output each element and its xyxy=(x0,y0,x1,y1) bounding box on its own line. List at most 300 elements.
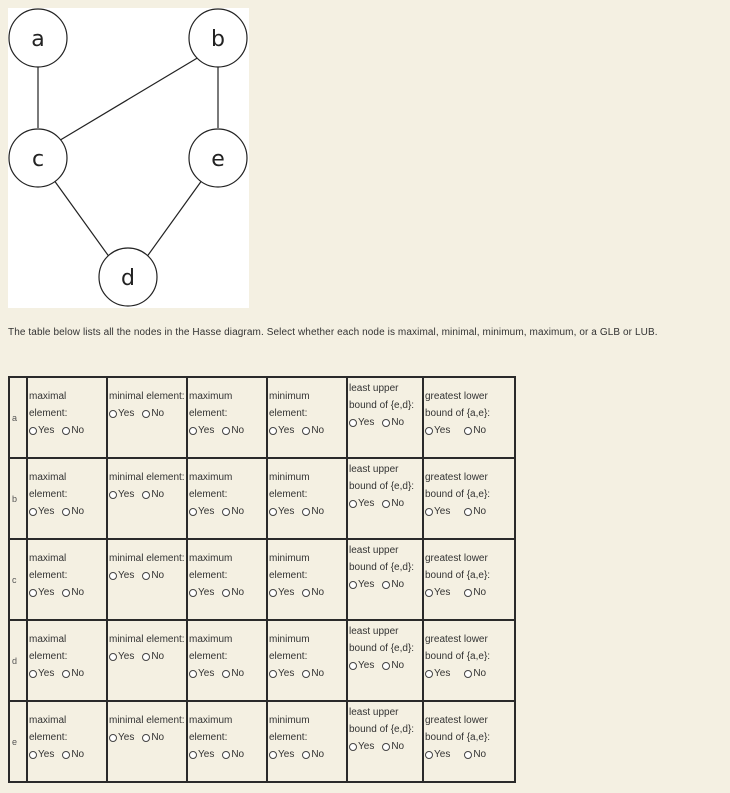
radio-circle-icon[interactable] xyxy=(222,427,230,435)
radio-yes-label: Yes xyxy=(434,587,451,598)
radio-circle-icon[interactable] xyxy=(142,653,150,661)
radio-no[interactable] xyxy=(302,587,324,598)
radio-yes-label: Yes xyxy=(38,587,55,598)
radio-no[interactable] xyxy=(382,498,404,509)
radio-circle-icon[interactable] xyxy=(464,751,472,759)
radio-yes[interactable] xyxy=(189,506,214,517)
radio-yes-label: Yes xyxy=(198,749,215,760)
table-row xyxy=(9,377,515,458)
radio-no[interactable] xyxy=(62,749,84,760)
radio-circle-icon[interactable] xyxy=(109,734,117,742)
radio-circle-icon[interactable] xyxy=(425,670,433,678)
radio-no[interactable] xyxy=(142,489,164,500)
yes-no-group xyxy=(189,587,265,598)
cell-content xyxy=(348,702,422,752)
radio-no[interactable] xyxy=(382,417,404,428)
yes-no-group xyxy=(425,587,513,598)
cell-maximal xyxy=(27,620,107,701)
cell-glb xyxy=(423,539,515,620)
question-label: maximum element: xyxy=(189,634,233,662)
radio-no-label: No xyxy=(473,749,487,760)
radio-yes-label: Yes xyxy=(198,668,215,679)
question-label: minimum element: xyxy=(269,391,310,419)
cell-maximal xyxy=(27,701,107,782)
question-label: minimum element: xyxy=(269,553,310,581)
radio-yes[interactable] xyxy=(425,506,450,517)
radio-circle-icon[interactable] xyxy=(109,410,117,418)
cell-content xyxy=(188,459,266,517)
radio-no[interactable] xyxy=(464,506,486,517)
radio-circle-icon[interactable] xyxy=(302,508,310,516)
radio-circle-icon[interactable] xyxy=(349,581,357,589)
radio-yes[interactable] xyxy=(269,749,294,760)
node-e xyxy=(189,129,247,187)
cell-minimal xyxy=(107,377,187,458)
yes-no-group xyxy=(109,408,185,419)
cell-minimal xyxy=(107,620,187,701)
radio-circle-icon[interactable] xyxy=(189,670,197,678)
cell-maximum xyxy=(187,620,267,701)
radio-yes-label: Yes xyxy=(278,587,295,598)
radio-circle-icon[interactable] xyxy=(302,427,310,435)
cell-lub xyxy=(347,377,423,458)
radio-no-label: No xyxy=(151,732,165,743)
cell-glb xyxy=(423,620,515,701)
row-node-label: a xyxy=(9,377,27,458)
question-label: minimum element: xyxy=(269,715,310,743)
yes-no-group xyxy=(189,749,265,760)
radio-yes[interactable] xyxy=(189,668,214,679)
radio-circle-icon[interactable] xyxy=(62,589,70,597)
yes-no-group xyxy=(425,668,513,679)
node-c-label: c xyxy=(31,147,45,172)
cell-maximum xyxy=(187,377,267,458)
radio-no[interactable] xyxy=(62,506,84,517)
yes-no-group xyxy=(189,668,265,679)
question-label: minimal element: xyxy=(109,715,185,726)
radio-circle-icon[interactable] xyxy=(382,500,390,508)
radio-no[interactable] xyxy=(464,668,486,679)
question-label: least upper bound of {e,d}: xyxy=(349,626,415,654)
radio-no-label: No xyxy=(71,425,85,436)
radio-no[interactable] xyxy=(382,660,404,671)
radio-yes-label: Yes xyxy=(278,425,295,436)
cell-content xyxy=(108,459,186,500)
node-e-label: e xyxy=(211,147,225,172)
radio-yes-label: Yes xyxy=(358,417,375,428)
radio-circle-icon[interactable] xyxy=(222,670,230,678)
radio-no[interactable] xyxy=(222,749,244,760)
edge-e-d xyxy=(146,176,205,258)
radio-no-label: No xyxy=(151,408,165,419)
radio-circle-icon[interactable] xyxy=(62,670,70,678)
radio-no[interactable] xyxy=(142,408,164,419)
yes-no-group xyxy=(269,587,345,598)
question-label: least upper bound of {e,d}: xyxy=(349,464,415,492)
radio-yes[interactable] xyxy=(349,660,374,671)
question-label: maximal element: xyxy=(29,634,68,662)
radio-no-label: No xyxy=(231,668,245,679)
radio-circle-icon[interactable] xyxy=(464,508,472,516)
radio-circle-icon[interactable] xyxy=(382,743,390,751)
yes-no-group xyxy=(29,749,105,760)
question-label: least upper bound of {e,d}: xyxy=(349,383,415,411)
radio-yes[interactable] xyxy=(109,489,134,500)
cell-content xyxy=(348,540,422,590)
radio-yes[interactable] xyxy=(269,425,294,436)
radio-circle-icon[interactable] xyxy=(29,508,37,516)
radio-no-label: No xyxy=(231,587,245,598)
cell-content xyxy=(108,621,186,662)
radio-no[interactable] xyxy=(222,506,244,517)
radio-circle-icon[interactable] xyxy=(109,572,117,580)
radio-circle-icon[interactable] xyxy=(269,508,277,516)
radio-circle-icon[interactable] xyxy=(464,427,472,435)
radio-no[interactable] xyxy=(464,749,486,760)
question-label: maximum element: xyxy=(189,472,233,500)
radio-no-label: No xyxy=(391,741,405,752)
cell-content xyxy=(108,378,186,419)
cell-content xyxy=(348,621,422,671)
cell-content xyxy=(28,540,106,598)
hasse-diagram-svg xyxy=(8,8,249,308)
cell-maximal xyxy=(27,458,107,539)
cell-content xyxy=(424,702,514,760)
radio-yes[interactable] xyxy=(29,506,54,517)
table-row xyxy=(9,701,515,782)
cell-content xyxy=(28,378,106,436)
radio-yes[interactable] xyxy=(269,668,294,679)
radio-yes-label: Yes xyxy=(358,741,375,752)
cell-content xyxy=(424,459,514,517)
radio-circle-icon[interactable] xyxy=(29,670,37,678)
cell-glb xyxy=(423,458,515,539)
radio-yes-label: Yes xyxy=(198,587,215,598)
cell-minimum xyxy=(267,539,347,620)
yes-no-group xyxy=(349,417,421,428)
question-label: minimal element: xyxy=(109,391,185,402)
radio-yes[interactable] xyxy=(29,587,54,598)
radio-yes[interactable] xyxy=(109,651,134,662)
cell-content xyxy=(268,378,346,436)
radio-no[interactable] xyxy=(302,749,324,760)
cell-minimal xyxy=(107,539,187,620)
radio-yes-label: Yes xyxy=(118,489,135,500)
radio-yes-label: Yes xyxy=(358,498,375,509)
radio-circle-icon[interactable] xyxy=(189,508,197,516)
radio-no-label: No xyxy=(71,587,85,598)
cell-maximum xyxy=(187,458,267,539)
radio-no-label: No xyxy=(231,425,245,436)
radio-no[interactable] xyxy=(464,425,486,436)
node-a xyxy=(9,9,67,67)
radio-no-label: No xyxy=(231,506,245,517)
node-b-label: b xyxy=(211,27,225,52)
radio-yes[interactable] xyxy=(109,570,134,581)
radio-yes[interactable] xyxy=(29,425,54,436)
yes-no-group xyxy=(109,651,185,662)
radio-yes[interactable] xyxy=(425,587,450,598)
question-label: maximal element: xyxy=(29,553,68,581)
cell-content xyxy=(188,378,266,436)
radio-no[interactable] xyxy=(302,506,324,517)
radio-circle-icon[interactable] xyxy=(222,751,230,759)
yes-no-group xyxy=(349,498,421,509)
yes-no-group xyxy=(425,506,513,517)
cell-content xyxy=(268,621,346,679)
radio-no-label: No xyxy=(231,749,245,760)
radio-no[interactable] xyxy=(382,579,404,590)
radio-yes[interactable] xyxy=(349,498,374,509)
radio-circle-icon[interactable] xyxy=(62,427,70,435)
radio-circle-icon[interactable] xyxy=(464,670,472,678)
radio-circle-icon[interactable] xyxy=(222,508,230,516)
radio-yes[interactable] xyxy=(425,425,450,436)
radio-circle-icon[interactable] xyxy=(302,751,310,759)
radio-circle-icon[interactable] xyxy=(189,589,197,597)
cell-content xyxy=(28,459,106,517)
radio-circle-icon[interactable] xyxy=(142,734,150,742)
yes-no-group xyxy=(425,749,513,760)
cell-content xyxy=(268,540,346,598)
radio-yes[interactable] xyxy=(425,668,450,679)
radio-no-label: No xyxy=(311,749,325,760)
cell-maximum xyxy=(187,539,267,620)
radio-no[interactable] xyxy=(302,668,324,679)
row-node-label: b xyxy=(9,458,27,539)
cell-content xyxy=(188,540,266,598)
question-label: minimal element: xyxy=(109,553,185,564)
radio-circle-icon[interactable] xyxy=(189,751,197,759)
cell-content xyxy=(188,702,266,760)
cell-minimal xyxy=(107,701,187,782)
yes-no-group xyxy=(269,749,345,760)
radio-circle-icon[interactable] xyxy=(142,491,150,499)
cell-minimum xyxy=(267,620,347,701)
cell-minimum xyxy=(267,458,347,539)
cell-maximal xyxy=(27,377,107,458)
instructions-text: The table below lists all the nodes in the Hasse diagram. Select whether each node is maximal, minimal, minimum, maximum, or a GLB or LUB. xyxy=(8,327,658,338)
radio-yes-label: Yes xyxy=(198,506,215,517)
cell-minimum xyxy=(267,377,347,458)
yes-no-group xyxy=(29,668,105,679)
node-a-label: a xyxy=(31,27,45,52)
radio-circle-icon[interactable] xyxy=(269,670,277,678)
radio-no-label: No xyxy=(71,506,85,517)
question-label: maximum element: xyxy=(189,553,233,581)
radio-yes[interactable] xyxy=(349,579,374,590)
radio-yes-label: Yes xyxy=(278,506,295,517)
radio-yes[interactable] xyxy=(29,749,54,760)
radio-circle-icon[interactable] xyxy=(349,500,357,508)
yes-no-group xyxy=(29,425,105,436)
radio-circle-icon[interactable] xyxy=(269,751,277,759)
question-label: maximal element: xyxy=(29,715,68,743)
radio-yes[interactable] xyxy=(109,732,134,743)
radio-no[interactable] xyxy=(222,425,244,436)
radio-no[interactable] xyxy=(222,587,244,598)
radio-circle-icon[interactable] xyxy=(382,662,390,670)
question-label: minimal element: xyxy=(109,472,185,483)
radio-circle-icon[interactable] xyxy=(269,589,277,597)
yes-no-group xyxy=(29,506,105,517)
radio-circle-icon[interactable] xyxy=(29,427,37,435)
yes-no-group xyxy=(29,587,105,598)
radio-circle-icon[interactable] xyxy=(29,589,37,597)
table-row xyxy=(9,458,515,539)
radio-yes[interactable] xyxy=(189,749,214,760)
yes-no-group xyxy=(349,660,421,671)
radio-yes-label: Yes xyxy=(38,506,55,517)
radio-no-label: No xyxy=(151,489,165,500)
radio-yes[interactable] xyxy=(29,668,54,679)
radio-circle-icon[interactable] xyxy=(349,743,357,751)
question-label: maximum element: xyxy=(189,715,233,743)
question-label: greatest lower bound of {a,e}: xyxy=(425,391,491,419)
radio-yes[interactable] xyxy=(189,425,214,436)
cell-content xyxy=(108,540,186,581)
table-row xyxy=(9,620,515,701)
radio-no-label: No xyxy=(311,425,325,436)
radio-no-label: No xyxy=(71,668,85,679)
radio-yes-label: Yes xyxy=(118,408,135,419)
radio-yes-label: Yes xyxy=(434,749,451,760)
yes-no-group xyxy=(349,579,421,590)
yes-no-group xyxy=(189,506,265,517)
radio-circle-icon[interactable] xyxy=(382,581,390,589)
question-label: maximal element: xyxy=(29,472,68,500)
radio-circle-icon[interactable] xyxy=(222,589,230,597)
question-label: minimum element: xyxy=(269,634,310,662)
radio-no[interactable] xyxy=(62,668,84,679)
cell-content xyxy=(348,459,422,509)
radio-circle-icon[interactable] xyxy=(349,662,357,670)
radio-no[interactable] xyxy=(142,570,164,581)
radio-no-label: No xyxy=(311,587,325,598)
radio-yes-label: Yes xyxy=(358,579,375,590)
radio-yes-label: Yes xyxy=(38,749,55,760)
radio-no-label: No xyxy=(391,660,405,671)
radio-circle-icon[interactable] xyxy=(142,572,150,580)
radio-yes-label: Yes xyxy=(434,425,451,436)
radio-yes[interactable] xyxy=(109,408,134,419)
edge-b-c xyxy=(57,57,199,142)
radio-no[interactable] xyxy=(464,587,486,598)
node-d-label: d xyxy=(121,266,135,291)
yes-no-group xyxy=(109,732,185,743)
question-label: least upper bound of {e,d}: xyxy=(349,545,415,573)
radio-no-label: No xyxy=(151,570,165,581)
radio-yes-label: Yes xyxy=(198,425,215,436)
cell-lub xyxy=(347,620,423,701)
node-properties-table xyxy=(8,376,516,783)
radio-circle-icon[interactable] xyxy=(425,427,433,435)
radio-no[interactable] xyxy=(222,668,244,679)
cell-content xyxy=(28,702,106,760)
radio-yes[interactable] xyxy=(349,417,374,428)
radio-circle-icon[interactable] xyxy=(464,589,472,597)
radio-yes[interactable] xyxy=(189,587,214,598)
cell-lub xyxy=(347,458,423,539)
radio-circle-icon[interactable] xyxy=(425,508,433,516)
cell-content xyxy=(28,621,106,679)
cell-content xyxy=(424,621,514,679)
yes-no-group xyxy=(269,668,345,679)
radio-no[interactable] xyxy=(142,651,164,662)
cell-minimal xyxy=(107,458,187,539)
radio-yes-label: Yes xyxy=(118,570,135,581)
radio-yes[interactable] xyxy=(349,741,374,752)
cell-content xyxy=(348,378,422,428)
radio-circle-icon[interactable] xyxy=(349,419,357,427)
cell-lub xyxy=(347,539,423,620)
radio-no-label: No xyxy=(311,506,325,517)
radio-yes[interactable] xyxy=(269,587,294,598)
cell-lub xyxy=(347,701,423,782)
radio-circle-icon[interactable] xyxy=(62,508,70,516)
radio-yes-label: Yes xyxy=(118,732,135,743)
question-label: minimal element: xyxy=(109,634,185,645)
node-d xyxy=(99,248,157,306)
yes-no-group xyxy=(269,506,345,517)
radio-no[interactable] xyxy=(302,425,324,436)
question-label: minimum element: xyxy=(269,472,310,500)
cell-minimum xyxy=(267,701,347,782)
edge-c-d xyxy=(51,176,110,258)
radio-yes[interactable] xyxy=(269,506,294,517)
radio-circle-icon[interactable] xyxy=(142,410,150,418)
yes-no-group xyxy=(349,741,421,752)
hasse-diagram xyxy=(8,8,249,308)
question-label: maximum element: xyxy=(189,391,233,419)
radio-yes-label: Yes xyxy=(434,668,451,679)
radio-yes-label: Yes xyxy=(118,651,135,662)
radio-yes-label: Yes xyxy=(434,506,451,517)
yes-no-group xyxy=(269,425,345,436)
radio-circle-icon[interactable] xyxy=(302,670,310,678)
radio-circle-icon[interactable] xyxy=(62,751,70,759)
radio-yes[interactable] xyxy=(425,749,450,760)
radio-no[interactable] xyxy=(62,587,84,598)
row-node-label: e xyxy=(9,701,27,782)
radio-no-label: No xyxy=(71,749,85,760)
radio-circle-icon[interactable] xyxy=(425,589,433,597)
cell-content xyxy=(424,378,514,436)
radio-no[interactable] xyxy=(62,425,84,436)
yes-no-group xyxy=(425,425,513,436)
radio-circle-icon[interactable] xyxy=(109,653,117,661)
radio-circle-icon[interactable] xyxy=(302,589,310,597)
radio-circle-icon[interactable] xyxy=(425,751,433,759)
radio-yes-label: Yes xyxy=(278,668,295,679)
radio-circle-icon[interactable] xyxy=(29,751,37,759)
cell-content xyxy=(424,540,514,598)
radio-no[interactable] xyxy=(142,732,164,743)
radio-circle-icon[interactable] xyxy=(269,427,277,435)
radio-no[interactable] xyxy=(382,741,404,752)
question-label: maximal element: xyxy=(29,391,68,419)
cell-glb xyxy=(423,377,515,458)
radio-no-label: No xyxy=(151,651,165,662)
row-node-label: c xyxy=(9,539,27,620)
node-b xyxy=(189,9,247,67)
radio-circle-icon[interactable] xyxy=(189,427,197,435)
radio-circle-icon[interactable] xyxy=(109,491,117,499)
radio-circle-icon[interactable] xyxy=(382,419,390,427)
table-row xyxy=(9,539,515,620)
cell-content xyxy=(268,702,346,760)
cell-maximum xyxy=(187,701,267,782)
